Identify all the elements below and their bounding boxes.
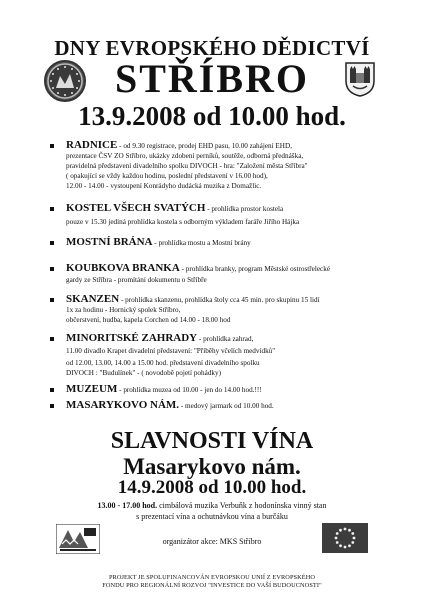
item-title: KOSTEL VŠECH SVATÝCH (66, 202, 206, 214)
list-item (50, 384, 420, 395)
wine-festival-title: SLAVNOSTI VÍNA (110, 428, 314, 454)
eu-funding-footer (0, 574, 424, 590)
heading-heritage-days: DNY EVROPSKÉHO DĚDICTVÍ (54, 36, 370, 60)
item-line: prezentace ČSV ZO Stříbro, ukázky zdobení perníků, soutěže, odborná přednáška, (66, 152, 304, 160)
wine-festival-date: 14.9.2008 od 10.00 hod. (117, 477, 307, 498)
list-item (50, 294, 420, 325)
bullet-icon (50, 267, 54, 271)
item-line: 11.00 divadlo Krapet divadelní představení: "Příběhy včelích medvídků" (66, 347, 276, 355)
item-line: - prohlídka skanzenu, prohlídka štoly cca 45 min. pro skupinu 15 lidí (120, 296, 320, 304)
heading-date: 13.9.2008 od 10.00 hod. (78, 101, 346, 131)
wine-festival-info (0, 500, 424, 522)
item-line: - prohlídka prostor kostela (207, 205, 284, 213)
list-item (50, 203, 420, 227)
footer-line: PROJEKT JE SPOLUFINANCOVÁN EVROPSKOU UNIÍ Z EVROPSKÉHO (108, 574, 316, 581)
heritage-days-logo-icon (44, 60, 86, 102)
item-line: 12.00 - 14.00 - vystoupení Konrádyho dudácká muzika z Domažlic. (66, 182, 262, 190)
city-crest-icon (344, 61, 376, 97)
bullet-icon (50, 388, 54, 392)
item-line: - prohlídka muzea od 10.00 - jen do 14.00 hod.!!! (119, 386, 262, 394)
item-title: SKANZEN (66, 293, 120, 305)
item-line: občerstvení, hudba, kapela Corchen od 14.00 - 18.00 hod (66, 316, 231, 324)
wine-festival-program-line2: s prezentací vína a ochutnávkou vína a burčáku (136, 512, 288, 521)
item-title: RADNICE (66, 139, 118, 151)
item-line: - od 9.30 registrace, prodej EHD pasu, 10.00 zahájení EHD, (119, 142, 292, 150)
list-item (50, 333, 420, 378)
item-title: MOSTNÍ BRÁNA (66, 236, 153, 248)
item-title: KOUBKOVA BRANKA (66, 262, 180, 274)
bullet-icon (50, 298, 54, 302)
item-title: MINORITSKÉ ZAHRADY (66, 332, 198, 344)
list-item (50, 400, 420, 411)
item-line: - prohlídka zahrad, (198, 335, 254, 343)
item-line: - prohlídka branky, program Městské ostrostřelecké (181, 265, 331, 273)
item-line: - medový jarmark od 10.00 hod. (180, 402, 274, 410)
item-line: ( opakující se vždy každou hodinu, poslední představení v 16.00 hod), (66, 172, 268, 180)
wine-festival-time: 13.00 - 17.00 hod. (97, 501, 158, 510)
wine-festival-place: Masarykovo nám. (123, 454, 301, 479)
item-line: pouze v 15.30 jediná prohlídka kostela s odborným výkladem faráře Jiřího Hájka (66, 218, 300, 226)
list-item (50, 140, 420, 191)
item-line: pravidelná představení divadelního spolku DIVOCH - hra: "Založení města Stříbra" (66, 162, 308, 170)
wine-festival-program: cimbálová muzika Verbuňk z hodonínska vinný stan (157, 501, 327, 510)
bullet-icon (50, 241, 54, 245)
item-line: gardy ze Stříbra - promítání dokumentu o Stříbře (66, 276, 207, 284)
item-line: 1x za hodinu - Hornický spolek Stříbro, (66, 306, 181, 314)
list-item (50, 237, 420, 248)
list-item (50, 263, 420, 285)
item-line: DIVOCH : "Budulínek" - ( novodobě pojetí pohádky) (66, 369, 221, 377)
bullet-icon (50, 337, 54, 341)
organizer-text: organizátor akce: MKS Stříbro (162, 537, 262, 546)
bullet-icon (50, 144, 54, 148)
item-line: - prohlídka mostu a Mostní brány (154, 239, 251, 247)
heading-city: STŘÍBRO (114, 56, 310, 101)
bullet-icon (50, 207, 54, 211)
item-title: MASARYKOVO NÁM. (66, 399, 180, 411)
footer-line: FONDU PRO REGIONÁLNÍ ROZVOJ "INVESTICE DO VAŠÍ BUDOUCNOSTI" (102, 582, 322, 589)
item-title: MUZEUM (66, 383, 118, 395)
bullet-icon (50, 404, 54, 408)
item-line: od 12.00, 13.00, 14.00 a 15.00 hod. představení divadelního spolku (66, 359, 260, 367)
